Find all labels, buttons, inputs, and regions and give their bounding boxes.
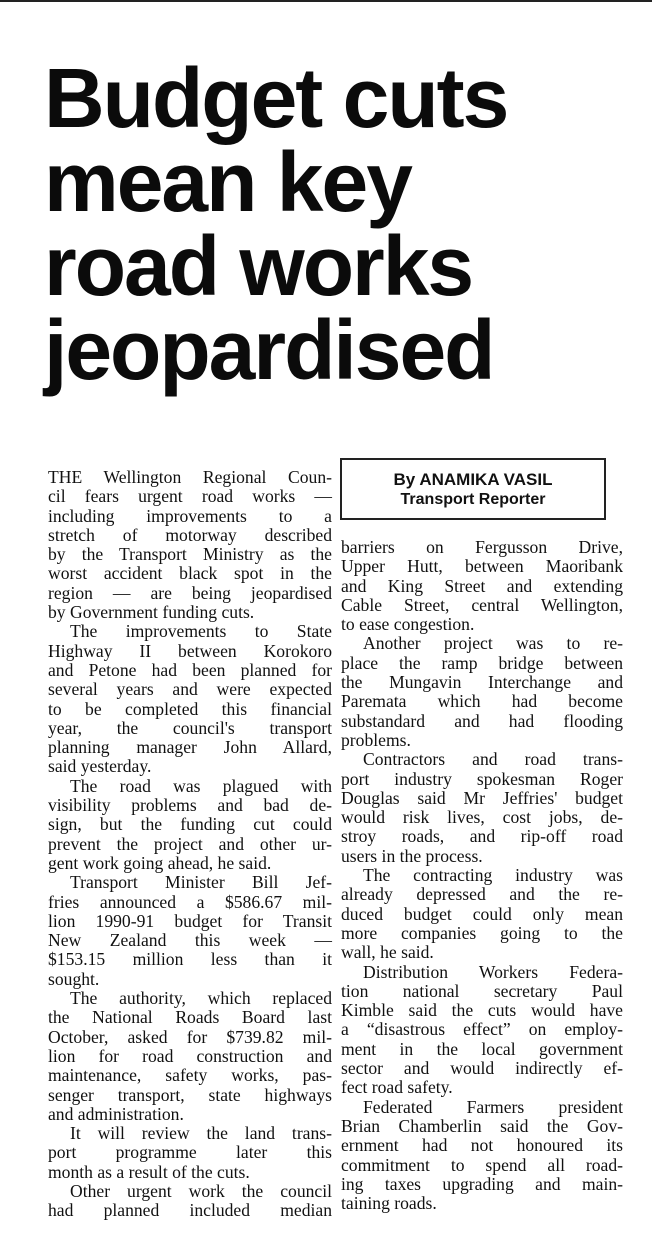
article-line: more companies going to the (341, 922, 623, 943)
article-line: Kimble said the cuts would have (341, 1000, 623, 1021)
article-line: duced budget could only mean (341, 903, 623, 924)
article-line: maintenance, safety works, pas- (48, 1065, 332, 1086)
article-line: several years and were expected (48, 679, 332, 700)
article-line: ing taxes upgrading and main- (341, 1173, 623, 1194)
article-line: barriers on Fergusson Drive, (341, 537, 623, 557)
article-line: Cable Street, central Wellington, (341, 594, 623, 615)
article-line: lion 1990-91 budget for Transit (48, 910, 332, 931)
article-line: sought. (48, 968, 100, 989)
article-line: fect road safety. (341, 1077, 453, 1098)
article-line: commitment to spend all road- (341, 1154, 623, 1175)
article-line: said yesterday. (48, 756, 152, 777)
article-line: by the Transport Ministry as the (48, 544, 332, 565)
article-line: to be completed this financial (48, 698, 332, 719)
article-line: Federated Farmers president (363, 1096, 623, 1117)
article-line: Highway II between Korokoro (48, 640, 332, 661)
article-line: stretch of motorway described (48, 524, 332, 545)
article-line: stroy roads, and rip-off road (341, 826, 623, 847)
article-line: place the ramp bridge between (341, 652, 623, 673)
article-line: Douglas said Mr Jeffries' budget (341, 787, 623, 808)
article-line: fries announced a $586.67 mil- (48, 891, 332, 912)
article-line: Distribution Workers Federa- (363, 961, 623, 982)
article-line: worst accident black spot in the (48, 563, 332, 584)
article-line: prevent the project and other ur- (48, 833, 332, 854)
article-line: ment in the local government (341, 1038, 623, 1059)
article-line: Upper Hutt, between Maoribank (341, 556, 623, 577)
headline-line: Budget cuts (44, 51, 508, 145)
article-line: sign, but the funding cut could (48, 814, 332, 835)
byline-author: By ANAMIKA VASIL (393, 470, 553, 489)
article-line: problems. (341, 729, 411, 750)
article-line: had planned included median (48, 1200, 332, 1221)
article-line: and King Street and extending (341, 575, 623, 596)
article-line: Contractors and road trans- (363, 749, 623, 770)
article-line: and administration. (48, 1103, 184, 1124)
headline (44, 51, 644, 397)
article-line: port programme later this (48, 1142, 332, 1163)
article-line: by Government funding cuts. (48, 602, 255, 623)
article-line: the Mungavin Interchange and (341, 672, 623, 693)
article-line: lion for road construction and (48, 1045, 332, 1066)
article-line: gent work going ahead, he said. (48, 852, 272, 873)
article-line: It will review the land trans- (70, 1123, 332, 1144)
article-line: October, asked for $739.82 mil- (48, 1026, 332, 1047)
article-column-1 (48, 468, 332, 1221)
clipping-top-edge (0, 0, 652, 2)
article-line: to ease congestion. (341, 614, 475, 635)
article-line: $153.15 million less than it (48, 949, 332, 970)
article-line: Paremata which had become (341, 691, 623, 712)
article-line: wall, he said. (341, 942, 434, 963)
article-line: region — are being jeopardised (48, 582, 332, 603)
article-line: Other urgent work the council (70, 1180, 332, 1201)
article-line: The authority, which replaced (70, 988, 332, 1009)
article-line: year, the council's transport (48, 717, 332, 738)
article-line: Another project was to re- (363, 633, 623, 654)
article-column-2 (341, 538, 623, 1213)
article-line: visibility problems and bad de- (48, 795, 332, 816)
article-line: including improvements to a (48, 505, 332, 526)
article-line: already depressed and the re- (341, 884, 623, 905)
article-line: The road was plagued with (70, 775, 332, 796)
article-line: sector and would indirectly ef- (341, 1058, 623, 1079)
article-line: Brian Chamberlin said the Gov- (341, 1115, 623, 1136)
article-line: cil fears urgent road works — (48, 486, 332, 507)
headline-line: jeopardised (44, 303, 494, 397)
article-line: planning manager John Allard, (48, 737, 332, 758)
article-line: The contracting industry was (363, 865, 623, 886)
article-line: the National Roads Board last (48, 1007, 332, 1028)
article-line: THE Wellington Regional Coun- (48, 467, 332, 487)
article-line: and Petone had been planned for (48, 659, 332, 680)
article-line: port industry spokesman Roger (341, 768, 623, 789)
article-line: substandard and had flooding (341, 710, 623, 731)
article-line: would risk lives, cost jobs, de- (341, 807, 623, 828)
article-line: New Zealand this week — (48, 930, 332, 951)
article-line: a “disastrous effect” on employ- (341, 1019, 623, 1040)
article-line: The improvements to State (70, 621, 332, 642)
article-line: senger transport, state highways (48, 1084, 332, 1105)
headline-line: road works (44, 219, 473, 313)
article-line: month as a result of the cuts. (48, 1161, 250, 1182)
article-line: ernment had not honoured its (341, 1135, 623, 1156)
article-line: taining roads. (341, 1193, 437, 1214)
article-line: users in the process. (341, 845, 483, 866)
byline-box (340, 458, 606, 520)
article-line: Transport Minister Bill Jef- (70, 872, 332, 893)
byline-role: Transport Reporter (400, 491, 546, 508)
headline-line: mean key (44, 135, 411, 229)
article-line: tion national secretary Paul (341, 980, 623, 1001)
